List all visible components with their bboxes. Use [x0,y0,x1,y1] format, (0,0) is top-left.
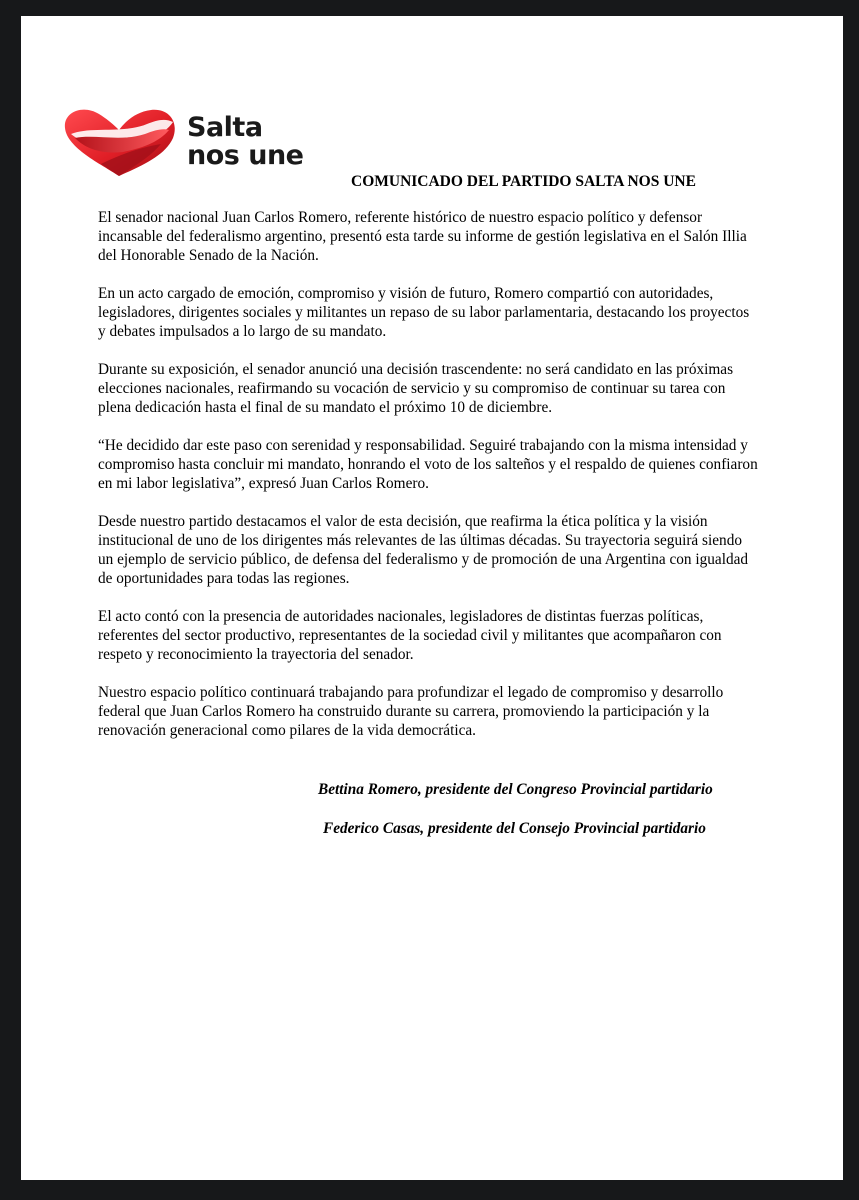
party-logo [61,104,333,180]
document-body [98,208,758,759]
heart-logo-icon [61,104,181,180]
paragraph: Durante su exposición, el senador anunció una decisión trascendente: no será candidato en las próximas elecciones nacionales, reafirmando su vocación de servicio y su compromiso de continuar su tarea con plena dedicación hasta el final de su mandato el próximo 10 de diciembre. [98,361,734,416]
paragraph: Nuestro espacio político continuará trabajando para profundizar el legado de compromiso y desarrollo federal que Juan Carlos Romero ha construido durante su carrera, promoviendo la participación y la renovación generacional como pilares de la vida democrática. [98,684,724,739]
logo-line-1: Salta [187,112,263,143]
document-title: COMUNICADO DEL PARTIDO SALTA NOS UNE [351,173,696,190]
paragraph: Desde nuestro partido destacamos el valor de esta decisión, que reafirma la ética política y la visión institucional de uno de los dirigentes más relevantes de las últimas décadas. Su trayectoria seguirá siendo un ejemplo de servicio público, de defensa del federalismo y de promoción de una Argentina con igualdad de oportunidades para todas las regiones. [98,513,749,587]
document-page [21,16,843,1180]
signature-line-1: Bettina Romero, presidente del Congreso Provincial partidario [318,781,713,798]
paragraph: “He decidido dar este paso con serenidad y responsabilidad. Seguiré trabajando con la misma intensidad y compromiso hasta concluir mi mandato, honrando el voto de los salteños y el respaldo de quienes confiaron en mi labor legislativa”, expresó Juan Carlos Romero. [98,437,758,492]
paragraph: El senador nacional Juan Carlos Romero, referente histórico de nuestro espacio político y defensor incansable del federalismo argentino, presentó esta tarde su informe de gestión legislativa en el Salón Illia del Honorable Senado de la Nación. [98,209,747,264]
paragraph: El acto contó con la presencia de autoridades nacionales, legisladores de distintas fuerzas políticas, referentes del sector productivo, representantes de la sociedad civil y militantes que acompañaron con respeto y reconocimiento la trayectoria del senador. [98,608,722,663]
signature-line-2: Federico Casas, presidente del Consejo Provincial partidario [323,820,706,837]
logo-line-2: nos une [187,140,304,171]
paragraph: En un acto cargado de emoción, compromiso y visión de futuro, Romero compartió con autoridades, legisladores, dirigentes sociales y militantes un repaso de su labor parlamentaria, destacando los proyectos y debates impulsados a lo largo de su mandato. [98,285,750,340]
logo-wordmark [187,114,304,170]
